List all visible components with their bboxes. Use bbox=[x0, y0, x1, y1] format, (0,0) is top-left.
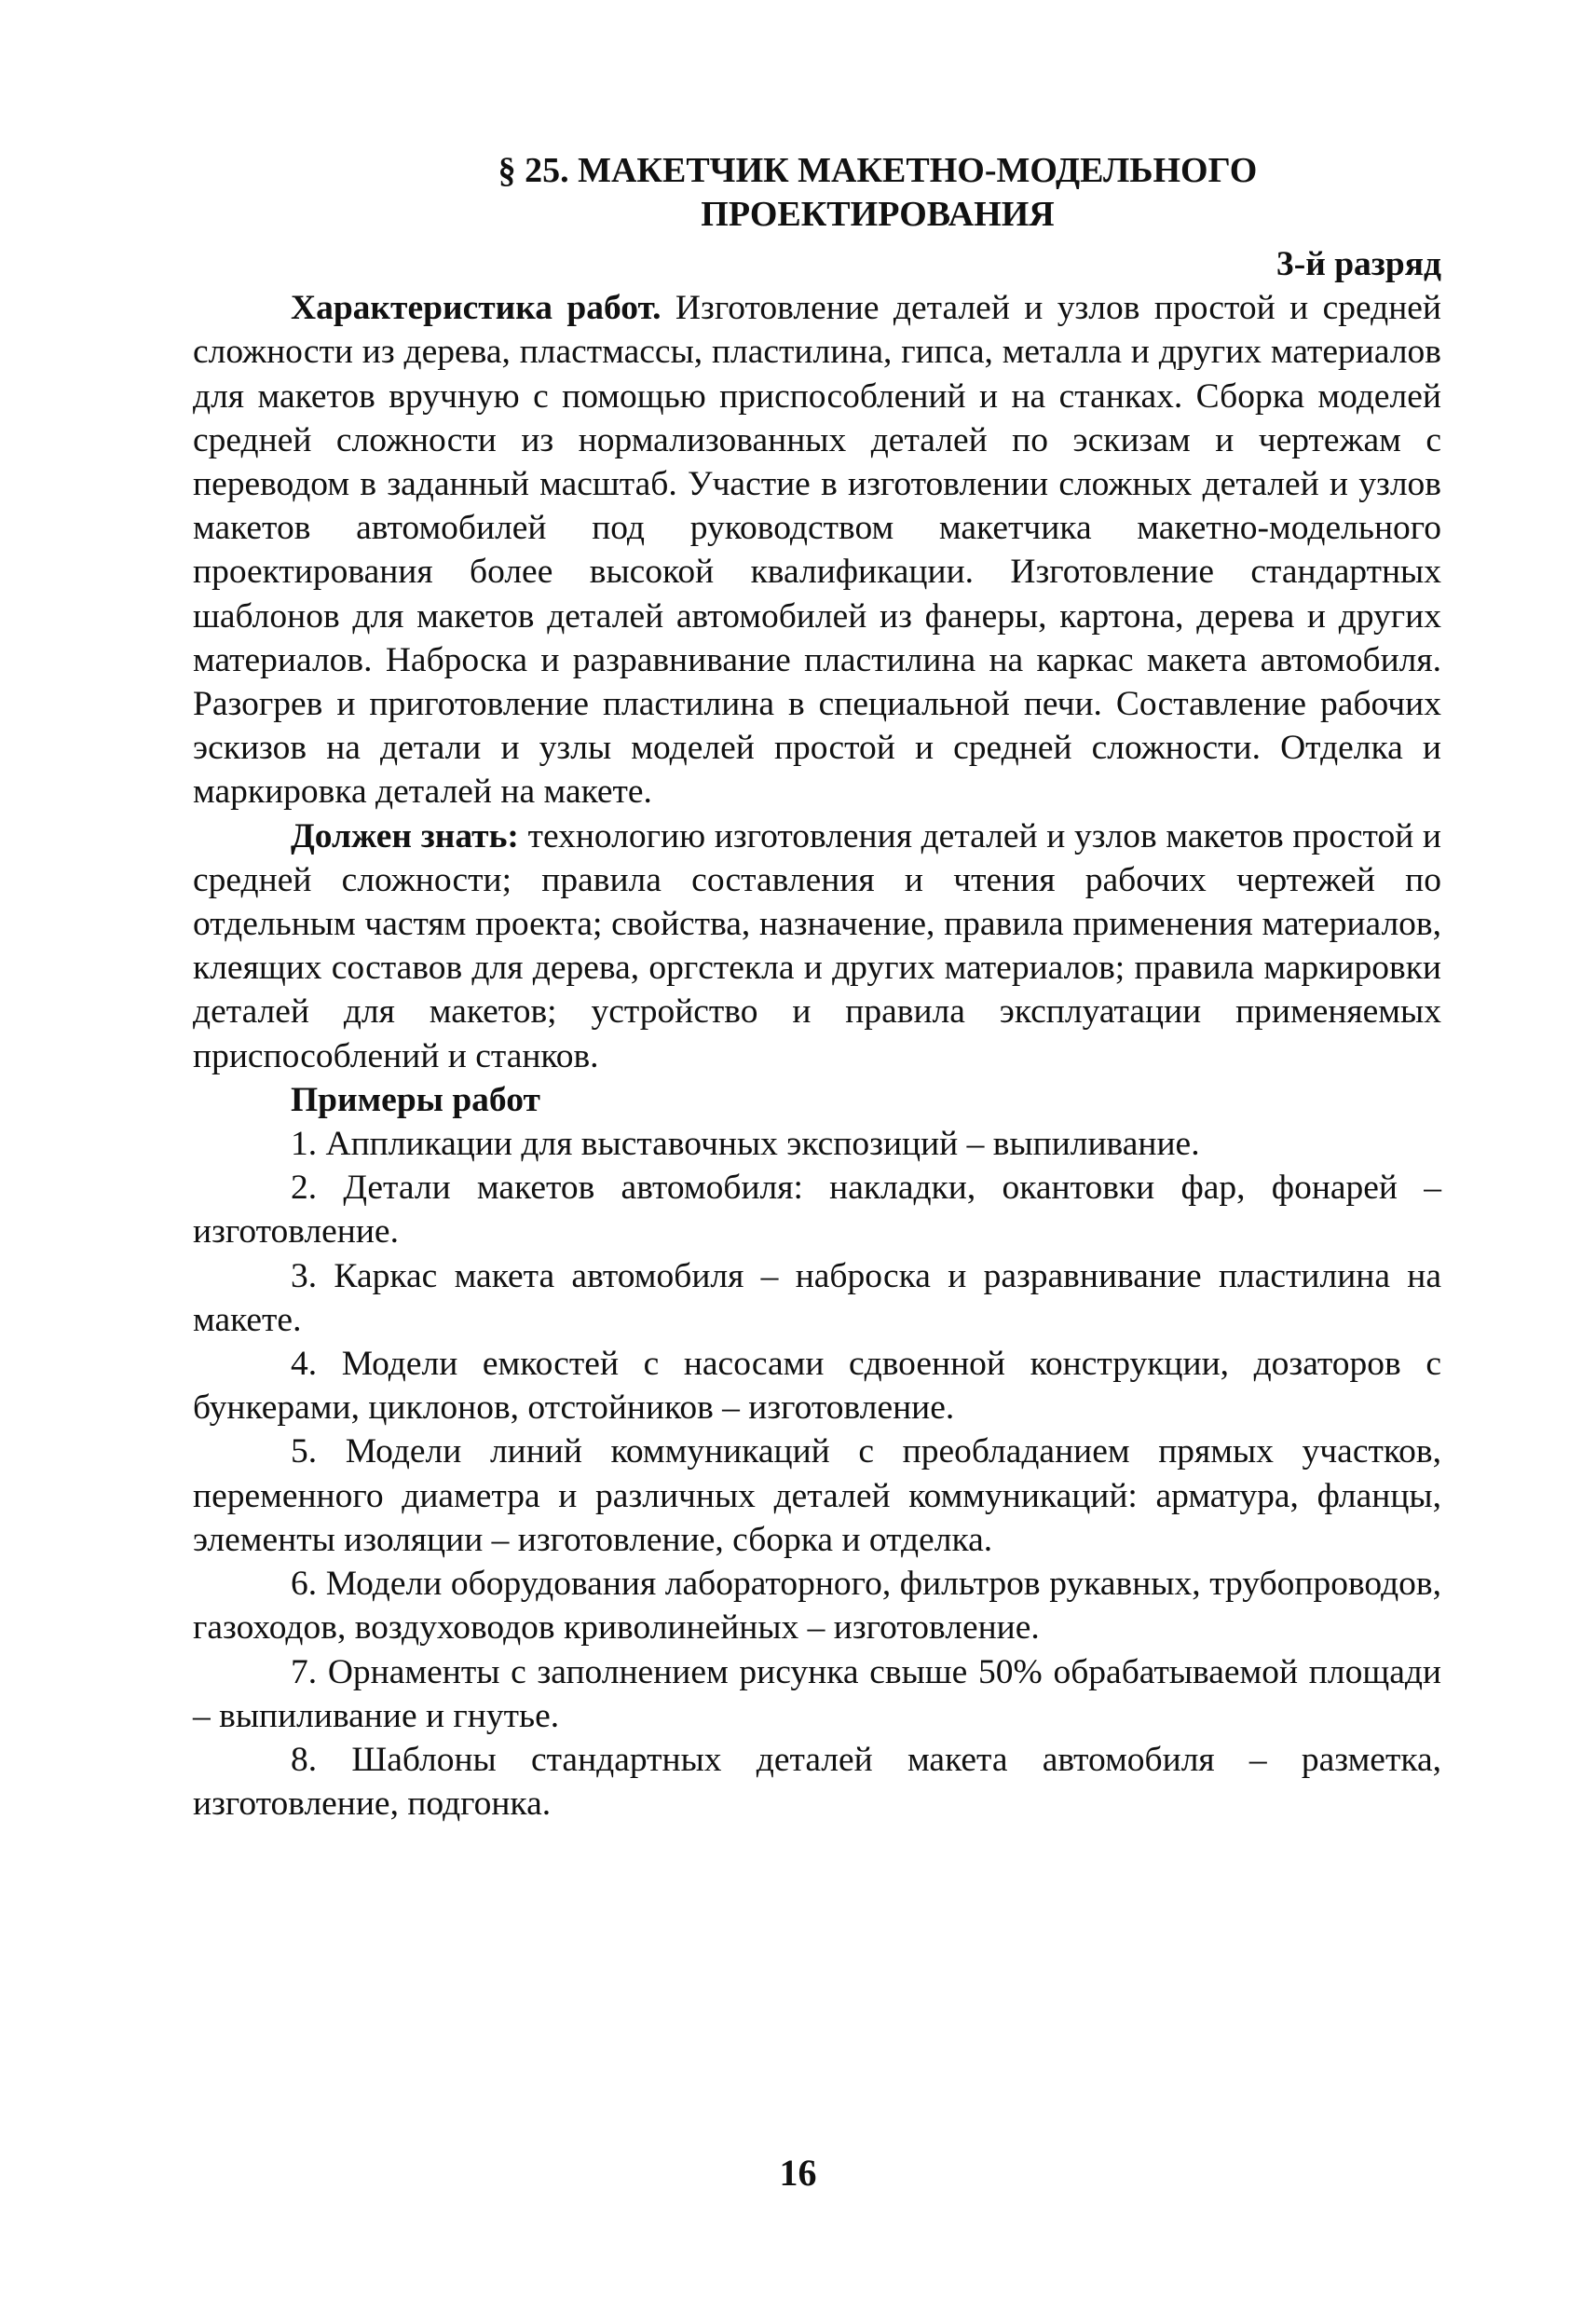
characteristics-text: Изготовление деталей и узлов простой и средней сложности из дерева, пластмассы, пластилина, гипса, металла и других материалов для макетов вручную с помощью приспособлений и на станках. Сборка моделей средней сложности из нормализованных деталей по эскизам и чертежам с переводом в заданный масштаб. Участие в изготовлении сложных деталей и узлов макетов автомобилей под руководством макетчика макетно-модельного проектирования более высокой квалификации. Изготовление стандартных шаблонов для макетов деталей автомобилей из фанеры, картона, дерева и других материалов. Наброска и разравнивание пластилина на каркас макета автомобиля. Разогрев и приготовление пластилина в специальной печи. Составление рабочих эскизов на детали и узлы моделей простой и средней сложности. Отделка и маркировка деталей на макете. bbox=[193, 289, 1442, 812]
example-item-1: 1. Аппликации для выставочных экспозиций – выпиливание. bbox=[291, 1125, 1200, 1164]
examples-list bbox=[193, 1122, 1441, 1826]
example-item-7: 7. Орнаменты с заполнением рисунка свыше 50% обрабатываемой площади – выпиливание и гнутье. bbox=[193, 1652, 1441, 1735]
examples-heading: Примеры работ bbox=[291, 1080, 540, 1119]
example-item-3: 3. Каркас макета автомобиля – наброска и разравнивание пластилина на макете. bbox=[193, 1256, 1441, 1339]
knowledge-paragraph bbox=[193, 814, 1441, 1078]
grade-label: 3-й разряд bbox=[1275, 245, 1441, 283]
example-item-2: 2. Детали макетов автомобиля: накладки, окантовки фар, фонарей – изготовление. bbox=[193, 1169, 1441, 1252]
section-title bbox=[193, 149, 1441, 237]
characteristics-paragraph bbox=[193, 286, 1441, 814]
example-item-8: 8. Шаблоны стандартных деталей макета автомобиля – разметка, изготовление, подгонка. bbox=[193, 1740, 1441, 1824]
section-title-line-1: § 25. МАКЕТЧИК МАКЕТНО-МОДЕЛЬНОГО bbox=[498, 151, 1258, 190]
example-item-6: 6. Модели оборудования лабораторного, фильтров рукавных, трубопроводов, газоходов, воздуховодов криволинейных – изготовление. bbox=[193, 1565, 1441, 1648]
page-content bbox=[193, 149, 1441, 1826]
page-number: 16 bbox=[779, 2152, 817, 2194]
knowledge-text: технологию изготовления деталей и узлов макетов простой и средней сложности; правила составления и чтения рабочих чертежей по отдельным частям проекта; свойства, назначение, правила применения материалов, клеящих составов для дерева, оргстекла и других материалов; правила маркировки деталей для макетов; устройство и правила эксплуатации применяемых приспособлений и станков. bbox=[193, 816, 1441, 1075]
section-title-line-2: ПРОЕКТИРОВАНИЯ bbox=[701, 195, 1055, 234]
example-item-4: 4. Модели емкостей с насосами сдвоенной конструкции, дозаторов с бункерами, циклонов, отстойников – изготовление. bbox=[193, 1345, 1441, 1428]
example-item-5: 5. Модели линий коммуникаций с преобладанием прямых участков, переменного диаметра и различных деталей коммуникаций: арматура, фланцы, элементы изоляции – изготовление, сборка и отделка. bbox=[193, 1432, 1441, 1559]
characteristics-label: Характеристика работ. bbox=[291, 289, 662, 328]
knowledge-label: Должен знать: bbox=[291, 816, 519, 855]
